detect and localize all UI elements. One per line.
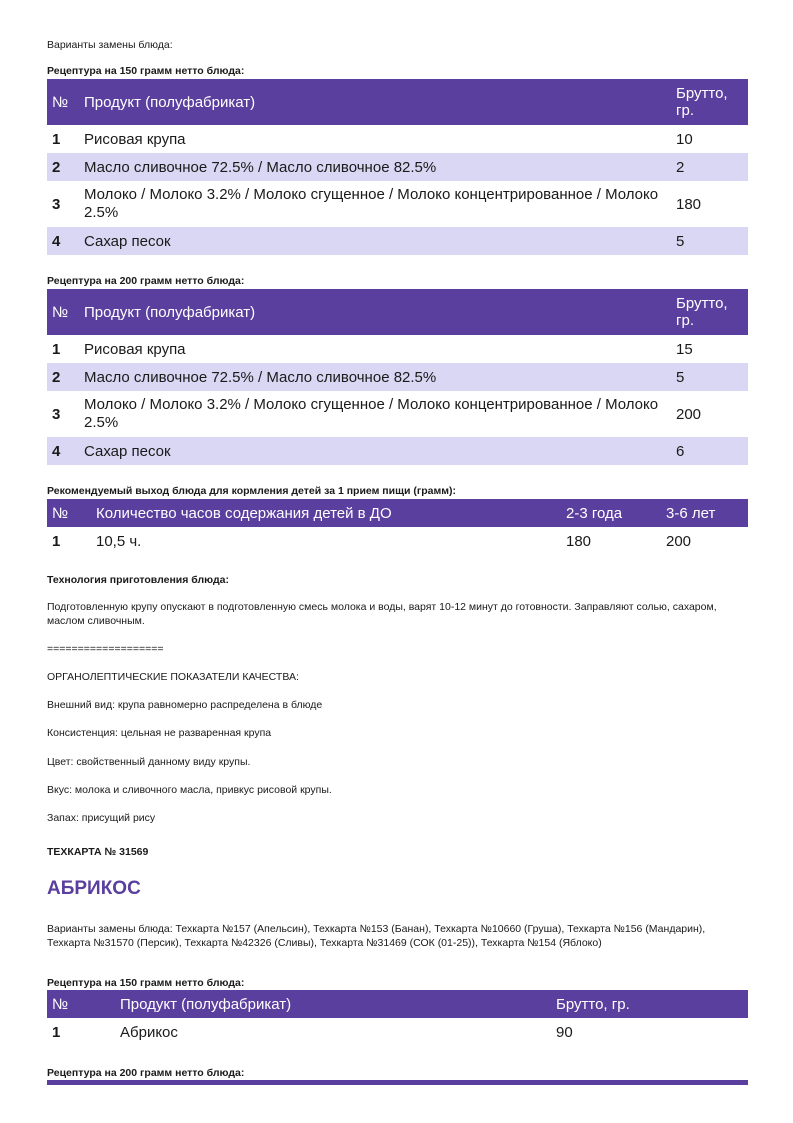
recipe-200-title: Рецептура на 200 грамм нетто блюда: [47, 275, 245, 287]
row-number: 2 [47, 153, 79, 181]
row-product: Масло сливочное 72.5% / Масло сливочное 82.5% [79, 363, 671, 391]
technology-text: Подготовленную крупу опускают в подготовленную смесь молока и воды, варят 10-12 минут до готовности. Заправляют солью, сахаром, маслом сливочным. [47, 601, 717, 627]
dish-title: АБРИКОС [47, 878, 141, 899]
row-hours: 10,5 ч. [96, 532, 142, 550]
table-row [47, 181, 748, 227]
output-table [47, 499, 748, 555]
table-row [47, 153, 748, 181]
dish-recipe-200-title: Рецептура на 200 грамм нетто блюда: [47, 1067, 245, 1079]
row-number: 1 [52, 1023, 61, 1041]
recipe-150-table [47, 79, 748, 255]
row-number: 1 [52, 532, 61, 550]
col-number-header: № [47, 499, 91, 527]
col-gross-header: Брутто, гр. [551, 990, 748, 1018]
row-number: 1 [52, 340, 61, 358]
replacement-intro: Варианты замены блюда: [47, 39, 173, 51]
row-product: Молоко / Молоко 3.2% / Молоко сгущенное / Молоко концентрированное / Молоко 2.5% [84, 396, 659, 431]
row-product: Сахар песок [79, 227, 671, 255]
table-header-row [47, 289, 748, 335]
row-gross: 200 [676, 405, 702, 423]
table-row [47, 527, 748, 555]
organoleptic-appearance: Внешний вид: крупа равномерно распределена в блюде [47, 699, 323, 711]
table-row [47, 1018, 748, 1046]
table-header-edge [47, 1080, 748, 1085]
row-gross: 10 [676, 130, 693, 148]
table-header-row [47, 499, 748, 527]
dish-replacements: Варианты замены блюда: Техкарта №157 (Апельсин), Техкарта №153 (Банан), Техкарта №10660 (Груша), Техкарта №156 (Мандарин), Техкарта №31570 (Персик), Техкарта №42326 (Сливы), Техкарта №31469 (СОК (01-25)), Техкарта №154 (Яблоко) [47, 923, 706, 949]
row-gross: 6 [671, 437, 748, 465]
table-header-row [47, 79, 748, 125]
row-age-2-3: 180 [566, 532, 592, 550]
table-row [47, 125, 748, 153]
col-number-header: № [47, 289, 79, 335]
table-row [47, 335, 748, 363]
row-number: 4 [47, 437, 79, 465]
table-row [47, 363, 748, 391]
row-number: 3 [52, 405, 61, 423]
col-age-3-6-header: 3-6 лет [661, 499, 748, 527]
organoleptic-title: ОРГАНОЛЕПТИЧЕСКИЕ ПОКАЗАТЕЛИ КАЧЕСТВА: [47, 671, 299, 683]
dish-recipe-150-title: Рецептура на 150 грамм нетто блюда: [47, 977, 245, 989]
row-product: Рисовая крупа [84, 130, 186, 148]
row-gross: 5 [671, 227, 748, 255]
organoleptic-consistency: Консистенция: цельная не разваренная крупа [47, 727, 272, 739]
col-number-header: № [47, 79, 79, 125]
recipe-150-title: Рецептура на 150 грамм нетто блюда: [47, 65, 245, 77]
recipe-200-table [47, 289, 748, 465]
row-number: 3 [52, 195, 61, 213]
dish-recipe-150-table [47, 990, 748, 1046]
table-row [47, 227, 748, 255]
technology-title: Технология приготовления блюда: [47, 574, 230, 586]
organoleptic-smell: Запах: присущий рису [47, 812, 156, 824]
table-row [47, 437, 748, 465]
row-number: 4 [47, 227, 79, 255]
col-product-header: Продукт (полуфабрикат) [115, 990, 551, 1018]
separator: =================== [47, 643, 164, 655]
col-hours-header: Количество часов содержания детей в ДО [91, 499, 561, 527]
row-product: Рисовая крупа [84, 340, 186, 358]
col-gross-header: Брутто, гр. [671, 289, 748, 335]
col-product-header: Продукт (полуфабрикат) [79, 79, 671, 125]
col-number-header: № [47, 990, 115, 1018]
row-product: Масло сливочное 72.5% / Масло сливочное 82.5% [79, 153, 671, 181]
col-age-2-3-header: 2-3 года [561, 499, 661, 527]
row-age-3-6: 200 [666, 532, 692, 550]
row-product: Абрикос [120, 1023, 178, 1041]
row-number: 1 [52, 130, 61, 148]
col-gross-header: Брутто, гр. [671, 79, 748, 125]
row-gross: 180 [676, 195, 702, 213]
techcard-number: ТЕХКАРТА № 31569 [47, 846, 149, 858]
row-gross: 90 [556, 1023, 573, 1041]
row-gross: 15 [676, 340, 693, 358]
row-gross: 2 [671, 153, 748, 181]
organoleptic-color: Цвет: свойственный данному виду крупы. [47, 756, 251, 768]
table-header-row [47, 990, 748, 1018]
row-product: Молоко / Молоко 3.2% / Молоко сгущенное / Молоко концентрированное / Молоко 2.5% [84, 186, 659, 221]
table-row [47, 391, 748, 437]
col-product-header: Продукт (полуфабрикат) [79, 289, 671, 335]
row-gross: 5 [671, 363, 748, 391]
output-title: Рекомендуемый выход блюда для кормления детей за 1 прием пищи (грамм): [47, 485, 456, 497]
row-product: Сахар песок [79, 437, 671, 465]
organoleptic-taste: Вкус: молока и сливочного масла, привкус рисовой крупы. [47, 784, 332, 796]
row-number: 2 [47, 363, 79, 391]
